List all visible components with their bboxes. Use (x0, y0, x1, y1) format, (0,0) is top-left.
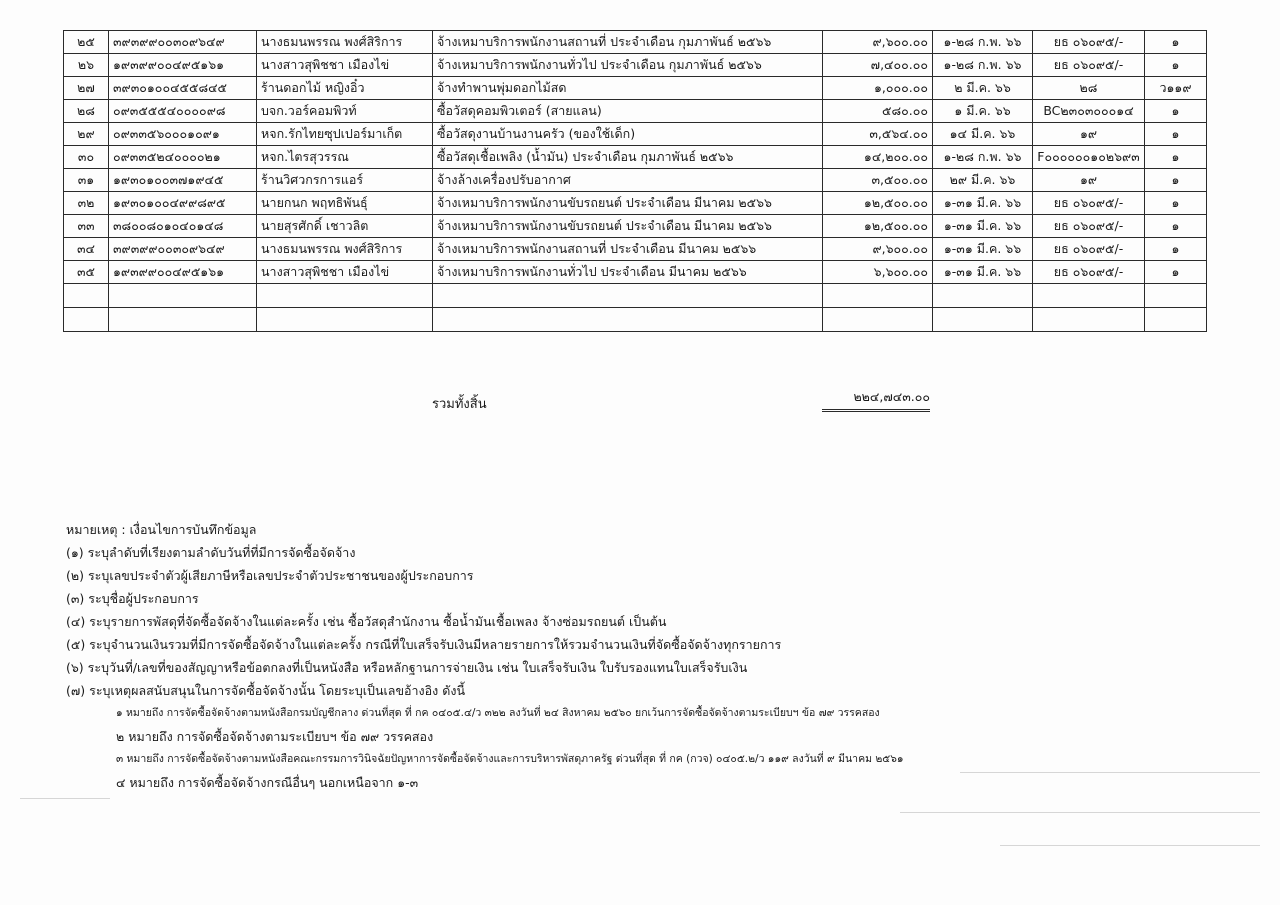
row-number: ๒๕ (64, 31, 109, 54)
item-cell: จ้างเหมาบริการพนักงานทั่วไป ประจำเดือน มีนาคม ๒๕๖๖ (433, 261, 823, 284)
date-cell: ๑-๒๘ ก.พ. ๖๖ (933, 146, 1033, 169)
note-item: (๑) ระบุลำดับที่เรียงตามลำดับวันที่ที่มีการจัดซื้อจัดจ้าง (66, 545, 356, 560)
vendor-cell: หจก.รักไทยซุปเปอร์มาเก็ต (257, 123, 433, 146)
date-cell: ๑-๒๘ ก.พ. ๖๖ (933, 54, 1033, 77)
table-body (64, 31, 1207, 332)
item-cell: จ้างเหมาบริการพนักงานทั่วไป ประจำเดือน กุมภาพันธ์ ๒๕๖๖ (433, 54, 823, 77)
tax-id-cell: ๓๘๐๐๘๐๑๐๔๐๑๔๘ (109, 215, 257, 238)
note-sub-item: ๔ หมายถึง การจัดซื้อจัดจ้างกรณีอื่นๆ นอกเหนือจาก ๑-๓ (116, 775, 419, 790)
date-cell: ๒๙ มี.ค. ๖๖ (933, 169, 1033, 192)
date-cell: ๑-๓๑ มี.ค. ๖๖ (933, 261, 1033, 284)
amount-cell: ๙,๖๐๐.๐๐ (823, 31, 933, 54)
table-row (64, 192, 1207, 215)
tax-id-cell: ๐๙๓๕๕๕๔๐๐๐๐๙๘ (109, 100, 257, 123)
empty-cell (109, 308, 257, 332)
empty-cell (823, 308, 933, 332)
item-cell: ซื้อวัสดุงานบ้านงานครัว (ของใช้เด็ก) (433, 123, 823, 146)
scan-artifact (960, 772, 1260, 773)
reference-cell: ยธ ๐๖๐๙๕/- (1033, 192, 1145, 215)
total-amount: ๒๒๔,๗๔๓.๐๐ (822, 387, 930, 412)
vendor-cell: หจก.ไตรสุวรรณ (257, 146, 433, 169)
reference-cell: ยธ ๐๖๐๙๕/- (1033, 261, 1145, 284)
reason-cell: ๑ (1145, 31, 1207, 54)
amount-cell: ๑,๐๐๐.๐๐ (823, 77, 933, 100)
reference-cell: ๒๘ (1033, 77, 1145, 100)
notes-section (66, 518, 904, 794)
note-sub-item: ๒ หมายถึง การจัดซื้อจัดจ้างตามระเบียบฯ ข้อ ๗๙ วรรคสอง (116, 729, 434, 744)
note-item: (๓) ระบุชื่อผู้ประกอบการ (66, 591, 199, 606)
row-number: ๓๕ (64, 261, 109, 284)
empty-row (64, 308, 1207, 332)
date-cell: ๑-๓๑ มี.ค. ๖๖ (933, 192, 1033, 215)
tax-id-cell: ๓๙๓๐๑๐๐๔๕๕๘๔๕ (109, 77, 257, 100)
scan-artifact (1000, 845, 1260, 846)
table-row (64, 238, 1207, 261)
tax-id-cell: ๑๙๓๐๑๐๐๓๗๑๙๔๕ (109, 169, 257, 192)
table-row (64, 77, 1207, 100)
empty-cell (1033, 308, 1145, 332)
reference-cell: ๑๙ (1033, 123, 1145, 146)
reference-cell: BC๒๓๐๓๐๐๐๑๔ (1033, 100, 1145, 123)
date-cell: ๒ มี.ค. ๖๖ (933, 77, 1033, 100)
empty-cell (433, 284, 823, 308)
empty-cell (109, 284, 257, 308)
table-row (64, 31, 1207, 54)
date-cell: ๑-๓๑ มี.ค. ๖๖ (933, 238, 1033, 261)
row-number: ๓๑ (64, 169, 109, 192)
item-cell: จ้างเหมาบริการพนักงานสถานที่ ประจำเดือน มีนาคม ๒๕๖๖ (433, 238, 823, 261)
tax-id-cell: ๓๙๓๙๙๐๐๓๐๙๖๔๙ (109, 31, 257, 54)
vendor-cell: นางธมนพรรณ พงศ์สิริการ (257, 238, 433, 261)
reason-cell: ว๑๑๙ (1145, 77, 1207, 100)
item-cell: จ้างเหมาบริการพนักงานขับรถยนต์ ประจำเดือน มีนาคม ๒๕๖๖ (433, 192, 823, 215)
row-number: ๒๖ (64, 54, 109, 77)
amount-cell: ๓,๕๐๐.๐๐ (823, 169, 933, 192)
table-row (64, 215, 1207, 238)
reason-cell: ๑ (1145, 261, 1207, 284)
date-cell: ๑๔ มี.ค. ๖๖ (933, 123, 1033, 146)
amount-cell: ๑๔,๒๐๐.๐๐ (823, 146, 933, 169)
note-item: (๒) ระบุเลขประจำตัวผู้เสียภาษีหรือเลขประจำตัวประชาชนของผู้ประกอบการ (66, 568, 474, 583)
note-item: (๗) ระบุเหตุผลสนับสนุนในการจัดซื้อจัดจ้างนั้น โดยระบุเป็นเลขอ้างอิง ดังนี้ (66, 683, 465, 698)
empty-cell (1033, 284, 1145, 308)
item-cell: จ้างเหมาบริการพนักงานสถานที่ ประจำเดือน กุมภาพันธ์ ๒๕๖๖ (433, 31, 823, 54)
item-cell: จ้างล้างเครื่องปรับอากาศ (433, 169, 823, 192)
scan-artifact (900, 812, 1260, 813)
table-row (64, 100, 1207, 123)
row-number: ๓๐ (64, 146, 109, 169)
reason-cell: ๑ (1145, 146, 1207, 169)
item-cell: จ้างเหมาบริการพนักงานขับรถยนต์ ประจำเดือน มีนาคม ๒๕๖๖ (433, 215, 823, 238)
empty-cell (257, 284, 433, 308)
amount-cell: ๕๘๐.๐๐ (823, 100, 933, 123)
empty-cell (1145, 308, 1207, 332)
reason-cell: ๑ (1145, 100, 1207, 123)
table-row (64, 54, 1207, 77)
reason-cell: ๑ (1145, 54, 1207, 77)
reason-cell: ๑ (1145, 169, 1207, 192)
vendor-cell: นายกนก พฤทธิพันธุ์ (257, 192, 433, 215)
empty-cell (933, 284, 1033, 308)
date-cell: ๑ มี.ค. ๖๖ (933, 100, 1033, 123)
tax-id-cell: ๑๙๓๐๑๐๐๔๙๙๘๙๕ (109, 192, 257, 215)
amount-cell: ๑๒,๕๐๐.๐๐ (823, 215, 933, 238)
table-row (64, 123, 1207, 146)
row-number: ๒๘ (64, 100, 109, 123)
amount-cell: ๓,๕๖๔.๐๐ (823, 123, 933, 146)
row-number: ๒๙ (64, 123, 109, 146)
reason-cell: ๑ (1145, 192, 1207, 215)
vendor-cell: นางสาวสุพิชชา เมืองไข่ (257, 261, 433, 284)
reason-cell: ๑ (1145, 238, 1207, 261)
item-cell: ซื้อวัสดุคอมพิวเตอร์ (สายแลน) (433, 100, 823, 123)
date-cell: ๑-๓๑ มี.ค. ๖๖ (933, 215, 1033, 238)
vendor-cell: ร้านดอกไม้ หญิงอิ๋ว (257, 77, 433, 100)
reason-cell: ๑ (1145, 215, 1207, 238)
reference-cell: ยธ ๐๖๐๙๕/- (1033, 54, 1145, 77)
date-cell: ๑-๒๘ ก.พ. ๖๖ (933, 31, 1033, 54)
amount-cell: ๙,๖๐๐.๐๐ (823, 238, 933, 261)
empty-cell (933, 308, 1033, 332)
vendor-cell: นายสุรศักดิ์ เชาวลิต (257, 215, 433, 238)
amount-cell: ๗,๔๐๐.๐๐ (823, 54, 933, 77)
tax-id-cell: ๑๙๓๙๙๐๐๔๙๕๑๖๑ (109, 54, 257, 77)
reference-cell: ยธ ๐๖๐๙๕/- (1033, 31, 1145, 54)
reference-cell: ยธ ๐๖๐๙๕/- (1033, 215, 1145, 238)
reference-cell: ๑๙ (1033, 169, 1145, 192)
empty-cell (64, 308, 109, 332)
empty-cell (257, 308, 433, 332)
tax-id-cell: ๐๙๓๓๕๖๐๐๐๑๐๙๑ (109, 123, 257, 146)
procurement-table (63, 30, 1207, 332)
row-number: ๓๒ (64, 192, 109, 215)
item-cell: จ้างทำพานพุ่มดอกไม้สด (433, 77, 823, 100)
vendor-cell: นางสาวสุพิชชา เมืองไข่ (257, 54, 433, 77)
reference-cell: ยธ ๐๖๐๙๕/- (1033, 238, 1145, 261)
table-row (64, 146, 1207, 169)
row-number: ๓๓ (64, 215, 109, 238)
vendor-cell: ร้านวิศวกรการแอร์ (257, 169, 433, 192)
vendor-cell: บจก.วอร์คอมพิวท์ (257, 100, 433, 123)
empty-cell (433, 308, 823, 332)
row-number: ๓๔ (64, 238, 109, 261)
tax-id-cell: ๓๙๓๙๙๐๐๓๐๙๖๔๙ (109, 238, 257, 261)
amount-cell: ๖,๖๐๐.๐๐ (823, 261, 933, 284)
note-sub-item: ๑ หมายถึง การจัดซื้อจัดจ้างตามหนังสือกรมบัญชีกลาง ด่วนที่สุด ที่ กค ๐๔๐๕.๔/ว ๓๒๒ ลงวันที่ ๒๔ สิงหาคม ๒๕๖๐ ยกเว้นการจัดซื้อจัดจ้างตามระเบียบฯ ข้อ ๗๙ วรรคสอง (116, 707, 880, 719)
reason-cell: ๑ (1145, 123, 1207, 146)
note-item: (๖) ระบุวันที่/เลขที่ของสัญญาหรือข้อตกลงที่เป็นหนังสือ หรือหลักฐานการจ่ายเงิน เช่น ใบเสร็จรับเงิน ใบรับรองแทนใบเสร็จรับเงิน (66, 660, 748, 675)
vendor-cell: นางธมนพรรณ พงศ์สิริการ (257, 31, 433, 54)
empty-cell (1145, 284, 1207, 308)
empty-cell (823, 284, 933, 308)
scan-artifact (20, 798, 110, 799)
reference-cell: F๐๐๐๐๐๐๑๐๒๖๙๓ (1033, 146, 1145, 169)
notes-title: หมายเหตุ : เงื่อนไขการบันทึกข้อมูล (66, 522, 257, 537)
table-row (64, 261, 1207, 284)
item-cell: ซื้อวัสดุเชื้อเพลิง (น้ำมัน) ประจำเดือน กุมภาพันธ์ ๒๕๖๖ (433, 146, 823, 169)
total-label: รวมทั้งสิ้น (432, 397, 487, 412)
table-row (64, 169, 1207, 192)
amount-cell: ๑๒,๕๐๐.๐๐ (823, 192, 933, 215)
empty-row (64, 284, 1207, 308)
tax-id-cell: ๑๙๓๙๙๐๐๔๙๕๑๖๑ (109, 261, 257, 284)
row-number: ๒๗ (64, 77, 109, 100)
note-sub-item: ๓ หมายถึง การจัดซื้อจัดจ้างตามหนังสือคณะกรรมการวินิจฉัยปัญหาการจัดซื้อจัดจ้างและการบริหารพัสดุภาครัฐ ด่วนที่สุด ที่ กค (กวจ) ๐๔๐๕.๒/ว ๑๑๙ ลงวันที่ ๙ มีนาคม ๒๕๖๑ (116, 753, 904, 765)
note-item: (๔) ระบุรายการพัสดุที่จัดซื้อจัดจ้างในแต่ละครั้ง เช่น ซื้อวัสดุสำนักงาน ซื้อน้ำมันเชื้อเพลง จ้างซ่อมรถยนต์ เป็นต้น (66, 614, 667, 629)
note-item: (๕) ระบุจำนวนเงินรวมที่มีการจัดซื้อจัดจ้างในแต่ละครั้ง กรณีที่ใบเสร็จรับเงินมีหลายรายการให้รวมจำนวนเงินที่จัดซื้อจัดจ้างทุกรายการ (66, 637, 782, 652)
tax-id-cell: ๐๙๓๓๕๒๔๐๐๐๐๒๑ (109, 146, 257, 169)
empty-cell (64, 284, 109, 308)
